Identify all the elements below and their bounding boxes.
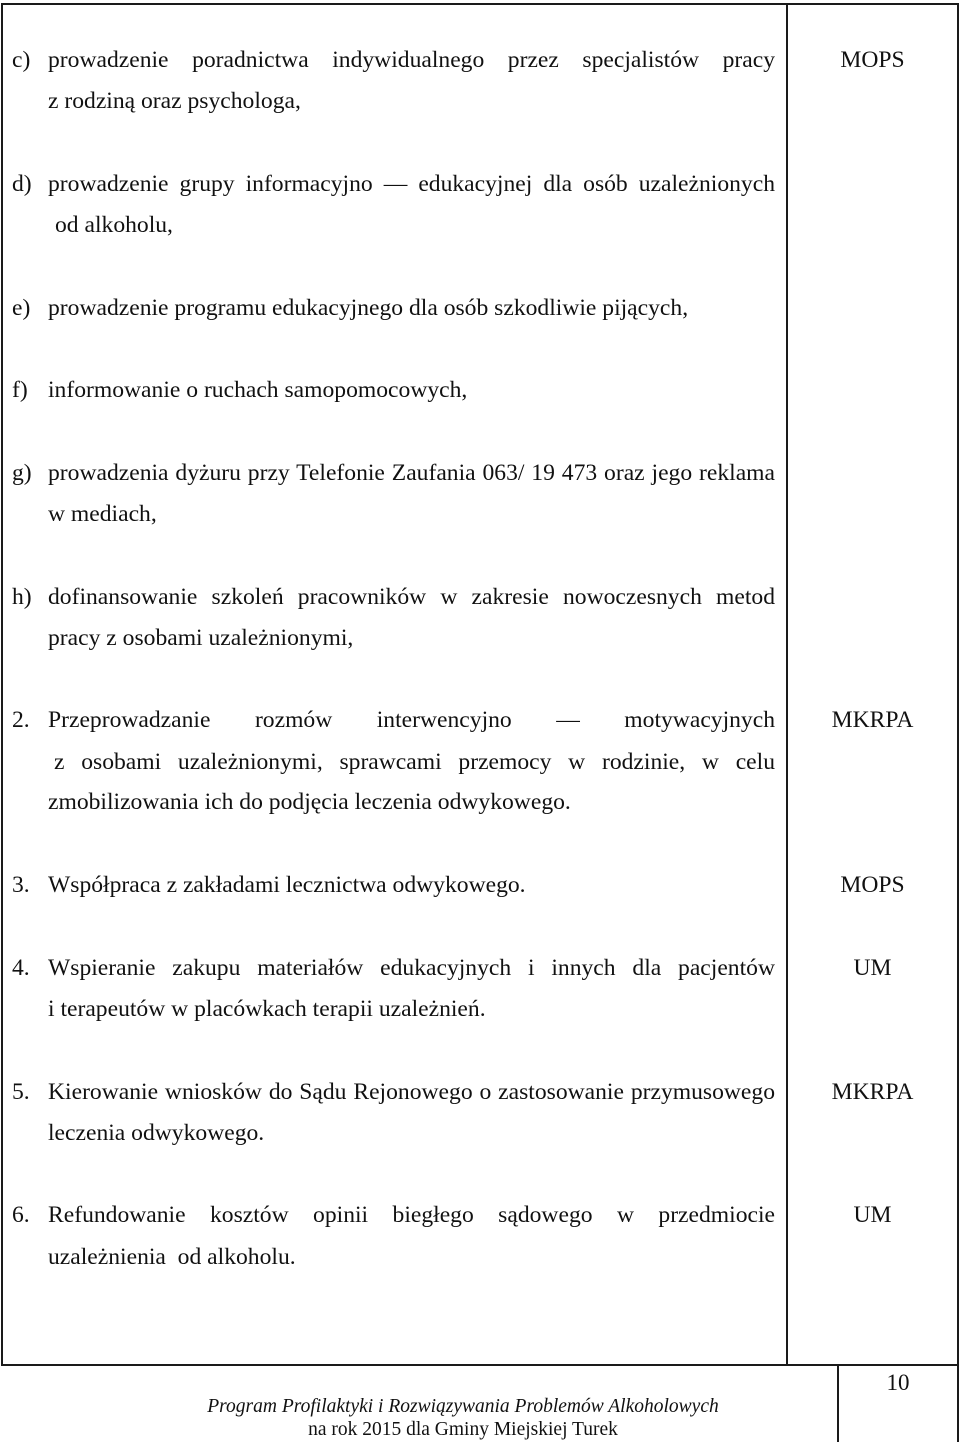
list-marker: h) <box>12 584 32 610</box>
task-text-line: Współpraca z zakładami lecznictwa odwykowego. <box>48 872 526 898</box>
task-text-line: i terapeutów w placówkach terapii uzależnień. <box>48 996 486 1022</box>
task-text-line: Wspieranie zakupu materiałów edukacyjnych i innych dla pacjentów <box>48 955 775 981</box>
responsible-unit: MKRPA <box>831 707 914 733</box>
list-marker: 6. <box>12 1202 30 1228</box>
list-marker: f) <box>12 377 28 403</box>
task-text-line: informowanie o ruchach samopomocowych, <box>48 377 468 403</box>
list-marker: 4. <box>12 955 30 981</box>
task-text-line: dofinansowanie szkoleń pracowników w zakresie nowoczesnych metod <box>48 584 775 610</box>
task-text-line: Refundowanie kosztów opinii biegłego sądowego w przedmiocie <box>48 1202 775 1228</box>
task-text-line: z rodziną oraz psychologa, <box>48 88 301 114</box>
list-marker: 2. <box>12 707 30 733</box>
list-marker: d) <box>12 171 32 197</box>
column-divider <box>786 3 788 1366</box>
task-text-line: Przeprowadzanie rozmów interwencyjno — motywacyjnych <box>48 707 775 733</box>
task-text-line: Kierowanie wniosków do Sądu Rejonowego o zastosowanie przymusowego <box>48 1079 775 1105</box>
task-text-line: zmobilizowania ich do podjęcia leczenia odwykowego. <box>48 789 571 815</box>
responsible-unit: MKRPA <box>831 1079 914 1105</box>
task-text-line: prowadzenie grupy informacyjno — edukacyjnej dla osób uzależnionych <box>48 171 775 197</box>
task-text-line: prowadzenia dyżuru przy Telefonie Zaufania 063/ 19 473 oraz jego reklama <box>48 460 775 486</box>
list-marker: c) <box>12 47 31 73</box>
task-text-line: uzależnienia od alkoholu. <box>48 1244 296 1270</box>
task-text-line: prowadzenie programu edukacyjnego dla osób szkodliwie pijących, <box>48 295 689 321</box>
task-text-line: z osobami uzależnionymi, sprawcami przemocy w rodzinie, w celu <box>54 749 775 775</box>
footer-subtitle: na rok 2015 dla Gminy Miejskiej Turek <box>308 1419 618 1440</box>
task-text-line: w mediach, <box>48 501 157 527</box>
list-marker: 3. <box>12 872 30 898</box>
responsible-unit: UM <box>853 955 892 981</box>
list-marker: 5. <box>12 1079 30 1105</box>
task-text-line: prowadzenie poradnictwa indywidualnego przez specjalistów pracy <box>48 47 775 73</box>
task-text-line: od alkoholu, <box>55 212 173 238</box>
responsible-unit: MOPS <box>840 872 905 898</box>
responsible-unit: MOPS <box>840 47 905 73</box>
table-frame <box>1 3 959 1366</box>
task-text-line: leczenia odwykowego. <box>48 1120 265 1146</box>
footer-title: Program Profilaktyki i Rozwiązywania Problemów Alkoholowych <box>207 1396 719 1417</box>
list-marker: e) <box>12 295 31 321</box>
responsible-unit: UM <box>853 1202 892 1228</box>
task-text-line: pracy z osobami uzależnionymi, <box>48 625 354 651</box>
page-number: 10 <box>886 1370 910 1395</box>
list-marker: g) <box>12 460 32 486</box>
